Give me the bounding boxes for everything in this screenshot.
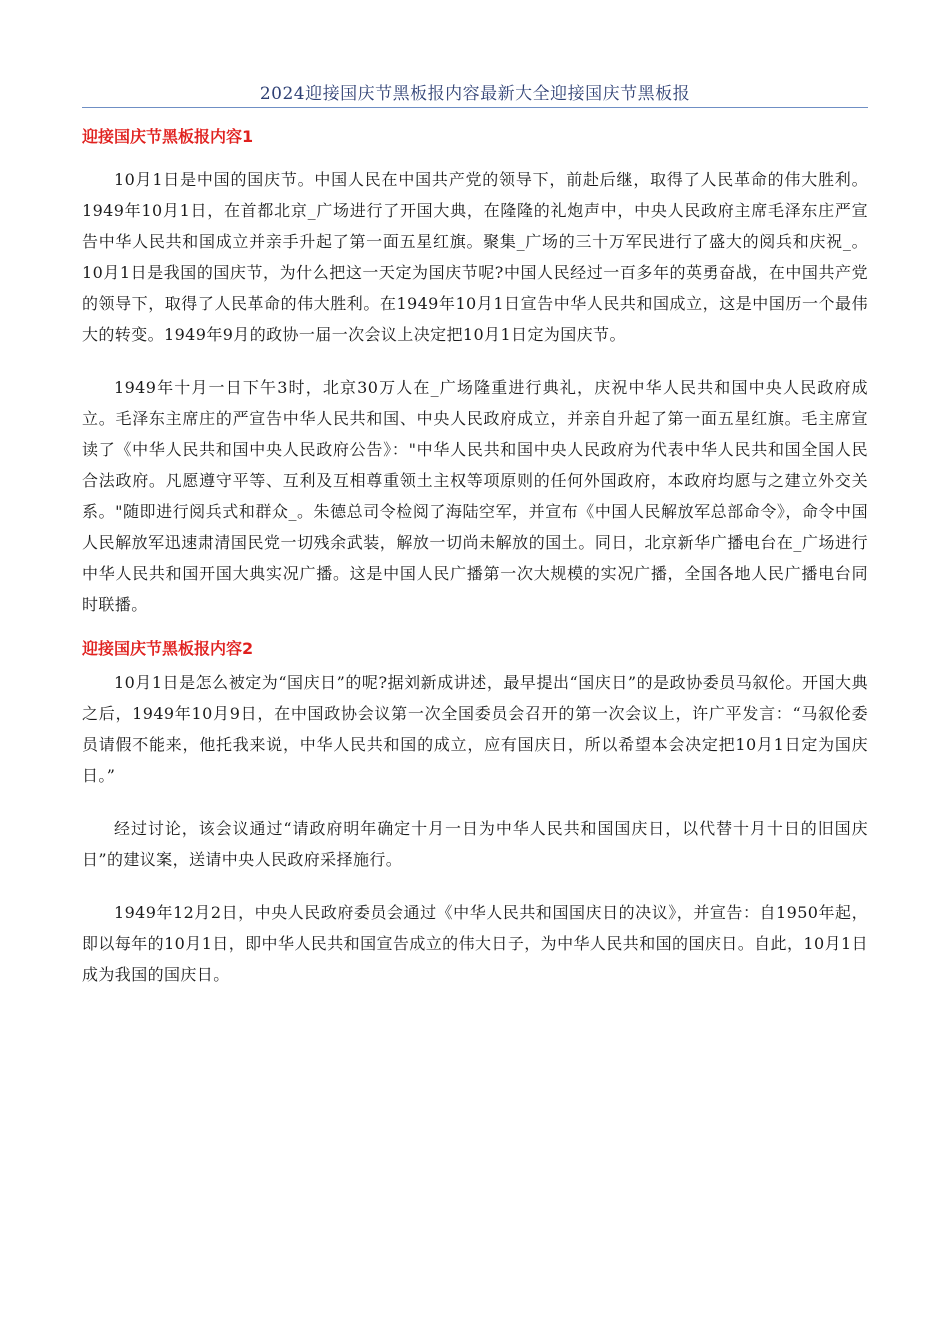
section-1-paragraph-1: 10月1日是中国的国庆节。中国人民在中国共产党的领导下，前赴后继，取得了人民革命的伟大胜利。1949年10月1日，在首都北京_广场进行了开国大典，在隆隆的礼炮声中，中央人民政府主席毛泽东庄严宣告中华人民共和国成立并亲手升起了第一面五星红旗。聚集_广场的三十万军民进行了盛大的阅兵和庆祝_。10月1日是我国的国庆节，为什么把这一天定为国庆节呢?中国人民经过一百多年的英勇奋战，在中国共产党的领导下，取得了人民革命的伟大胜利。在1949年10月1日宣告中华人民共和国成立，这是中国历一个最伟大的转变。1949年9月的政协一届一次会议上决定把10月1日定为国庆节。 xyxy=(82,170,868,344)
section-1-paragraph-2: 1949年十月一日下午3时，北京30万人在_广场隆重进行典礼，庆祝中华人民共和国中央人民政府成立。毛泽东主席庄的严宣告中华人民共和国、中央人民政府成立，并亲自升起了第一面五星红旗。毛主席宣读了《中华人民共和国中央人民政府公告》："中华人民共和国中央人民政府为代表中华人民共和国全国人民合法政府。凡愿遵守平等、互利及互相尊重领土主权等项原则的任何外国政府，本政府均愿与之建立外交关系。"随即进行阅兵式和群众_。朱德总司令检阅了海陆空军，并宣布《中国人民解放军总部命令》，命令中国人民解放军迅速肃清国民党一切残余武装，解放一切尚未解放的国土。同日，北京新华广播电台在_广场进行中华人民共和国开国大典实况广播。这是中国人民广播第一次大规模的实况广播，全国各地人民广播电台同时联播。 xyxy=(82,378,868,614)
section-2-paragraph-3: 1949年12月2日，中央人民政府委员会通过《中华人民共和国国庆日的决议》，并宣告：自1950年起，即以每年的10月1日，即中华人民共和国宣告成立的伟大日子，为中华人民共和国的国庆日。自此，10月1日成为我国的国庆日。 xyxy=(82,903,868,984)
header-divider xyxy=(82,107,868,108)
document-page xyxy=(82,0,868,990)
section-heading-1: 迎接国庆节黑板报内容1 xyxy=(82,127,254,146)
section-heading-2: 迎接国庆节黑板报内容2 xyxy=(82,639,254,658)
document-header-title: 2024迎接国庆节黑板报内容最新大全迎接国庆节黑板报 xyxy=(259,84,691,104)
section-2-paragraph-2: 经过讨论，该会议通过“请政府明年确定十月一日为中华人民共和国国庆日，以代替十月十日的旧国庆日”的建议案，送请中央人民政府采择施行。 xyxy=(82,819,868,869)
section-2-paragraph-1: 10月1日是怎么被定为“国庆日”的呢?据刘新成讲述，最早提出“国庆日”的是政协委员马叙伦。开国大典之后，1949年10月9日，在中国政协会议第一次全国委员会召开的第一次会议上，许广平发言：“马叙伦委员请假不能来，他托我来说，中华人民共和国的成立，应有国庆日，所以希望本会决定把10月1日定为国庆日。” xyxy=(82,673,868,785)
